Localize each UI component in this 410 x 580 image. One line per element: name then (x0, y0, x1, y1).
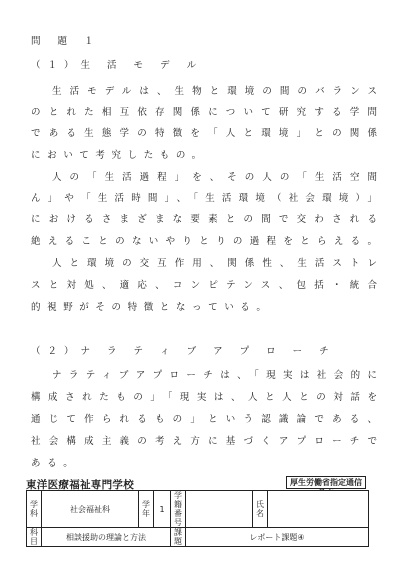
name-label: 氏名 (253, 491, 268, 528)
subject-label: 科目 (27, 528, 42, 547)
section1-line-6: ん」や「生活時間」、「生活環境（社会環境）」 (31, 193, 377, 204)
section2-line-3: 通じて作られるもの」という認識論である、 (31, 414, 377, 425)
department-value: 社会福祉科 (42, 491, 139, 528)
section1-line-11: 的視野がその特徴となっている。 (31, 302, 273, 313)
year-label: 学年 (139, 491, 154, 528)
accreditation-badge: 厚生労働省指定通信 (286, 476, 366, 489)
info-row-1 (27, 491, 369, 528)
section1-line-8: 絶えることのないやりとりの過程をとらえる。 (31, 236, 377, 247)
year-value: 1 (154, 491, 171, 528)
section1-line-3: である生態学の特徴を「人と環境」との関係 (31, 128, 377, 139)
student-number-field[interactable] (186, 491, 253, 528)
student-number-label: 学籍番号 (171, 491, 186, 528)
section1-line-1: 生活モデルは、生物と環境の間のバランス (52, 86, 377, 97)
school-name: 東洋医療福祉専門学校 (26, 479, 134, 491)
section1-line-4: において考究したもの。 (31, 150, 208, 161)
section2-line-2: 構成されたもの」「現実は、人と人との対話を (31, 392, 377, 403)
section2-line-4: 社会構成主義の考え方に基づくアプローチで (31, 436, 377, 447)
section2-heading: （２）ナ ラ テ ィ ブ ア プ ロ ー チ (31, 346, 336, 357)
name-field[interactable] (268, 491, 369, 528)
section1-line-10: スと対処、適応、コンピテンス、包括・統合 (31, 280, 377, 291)
section1-line-9: 人と環境の交互作用、関係性、生活ストレ (52, 258, 377, 269)
section1-line-7: におけるさまざまな要素との間で交わされる (31, 214, 377, 225)
subject-value: 相談援助の理論と方法 (42, 528, 171, 547)
section2-line-5: ある。 (31, 458, 80, 469)
task-label: 課題 (171, 528, 186, 547)
section1-heading: （１）生 活 モ デ ル (31, 60, 204, 71)
department-label: 学科 (27, 491, 42, 528)
info-row-2 (27, 528, 369, 547)
task-value: レポート課題④ (186, 528, 369, 547)
section2-line-1: ナラティブアプローチは、「現実は社会的に (52, 370, 377, 381)
section1-line-5: 人の「生活過程」を、その人の「生活空間 (52, 172, 377, 183)
section1-line-2: のとれた相互依存関係について研究する学問 (31, 107, 377, 118)
question-title: 問 題 １ (31, 36, 101, 47)
student-info-table (26, 490, 369, 547)
